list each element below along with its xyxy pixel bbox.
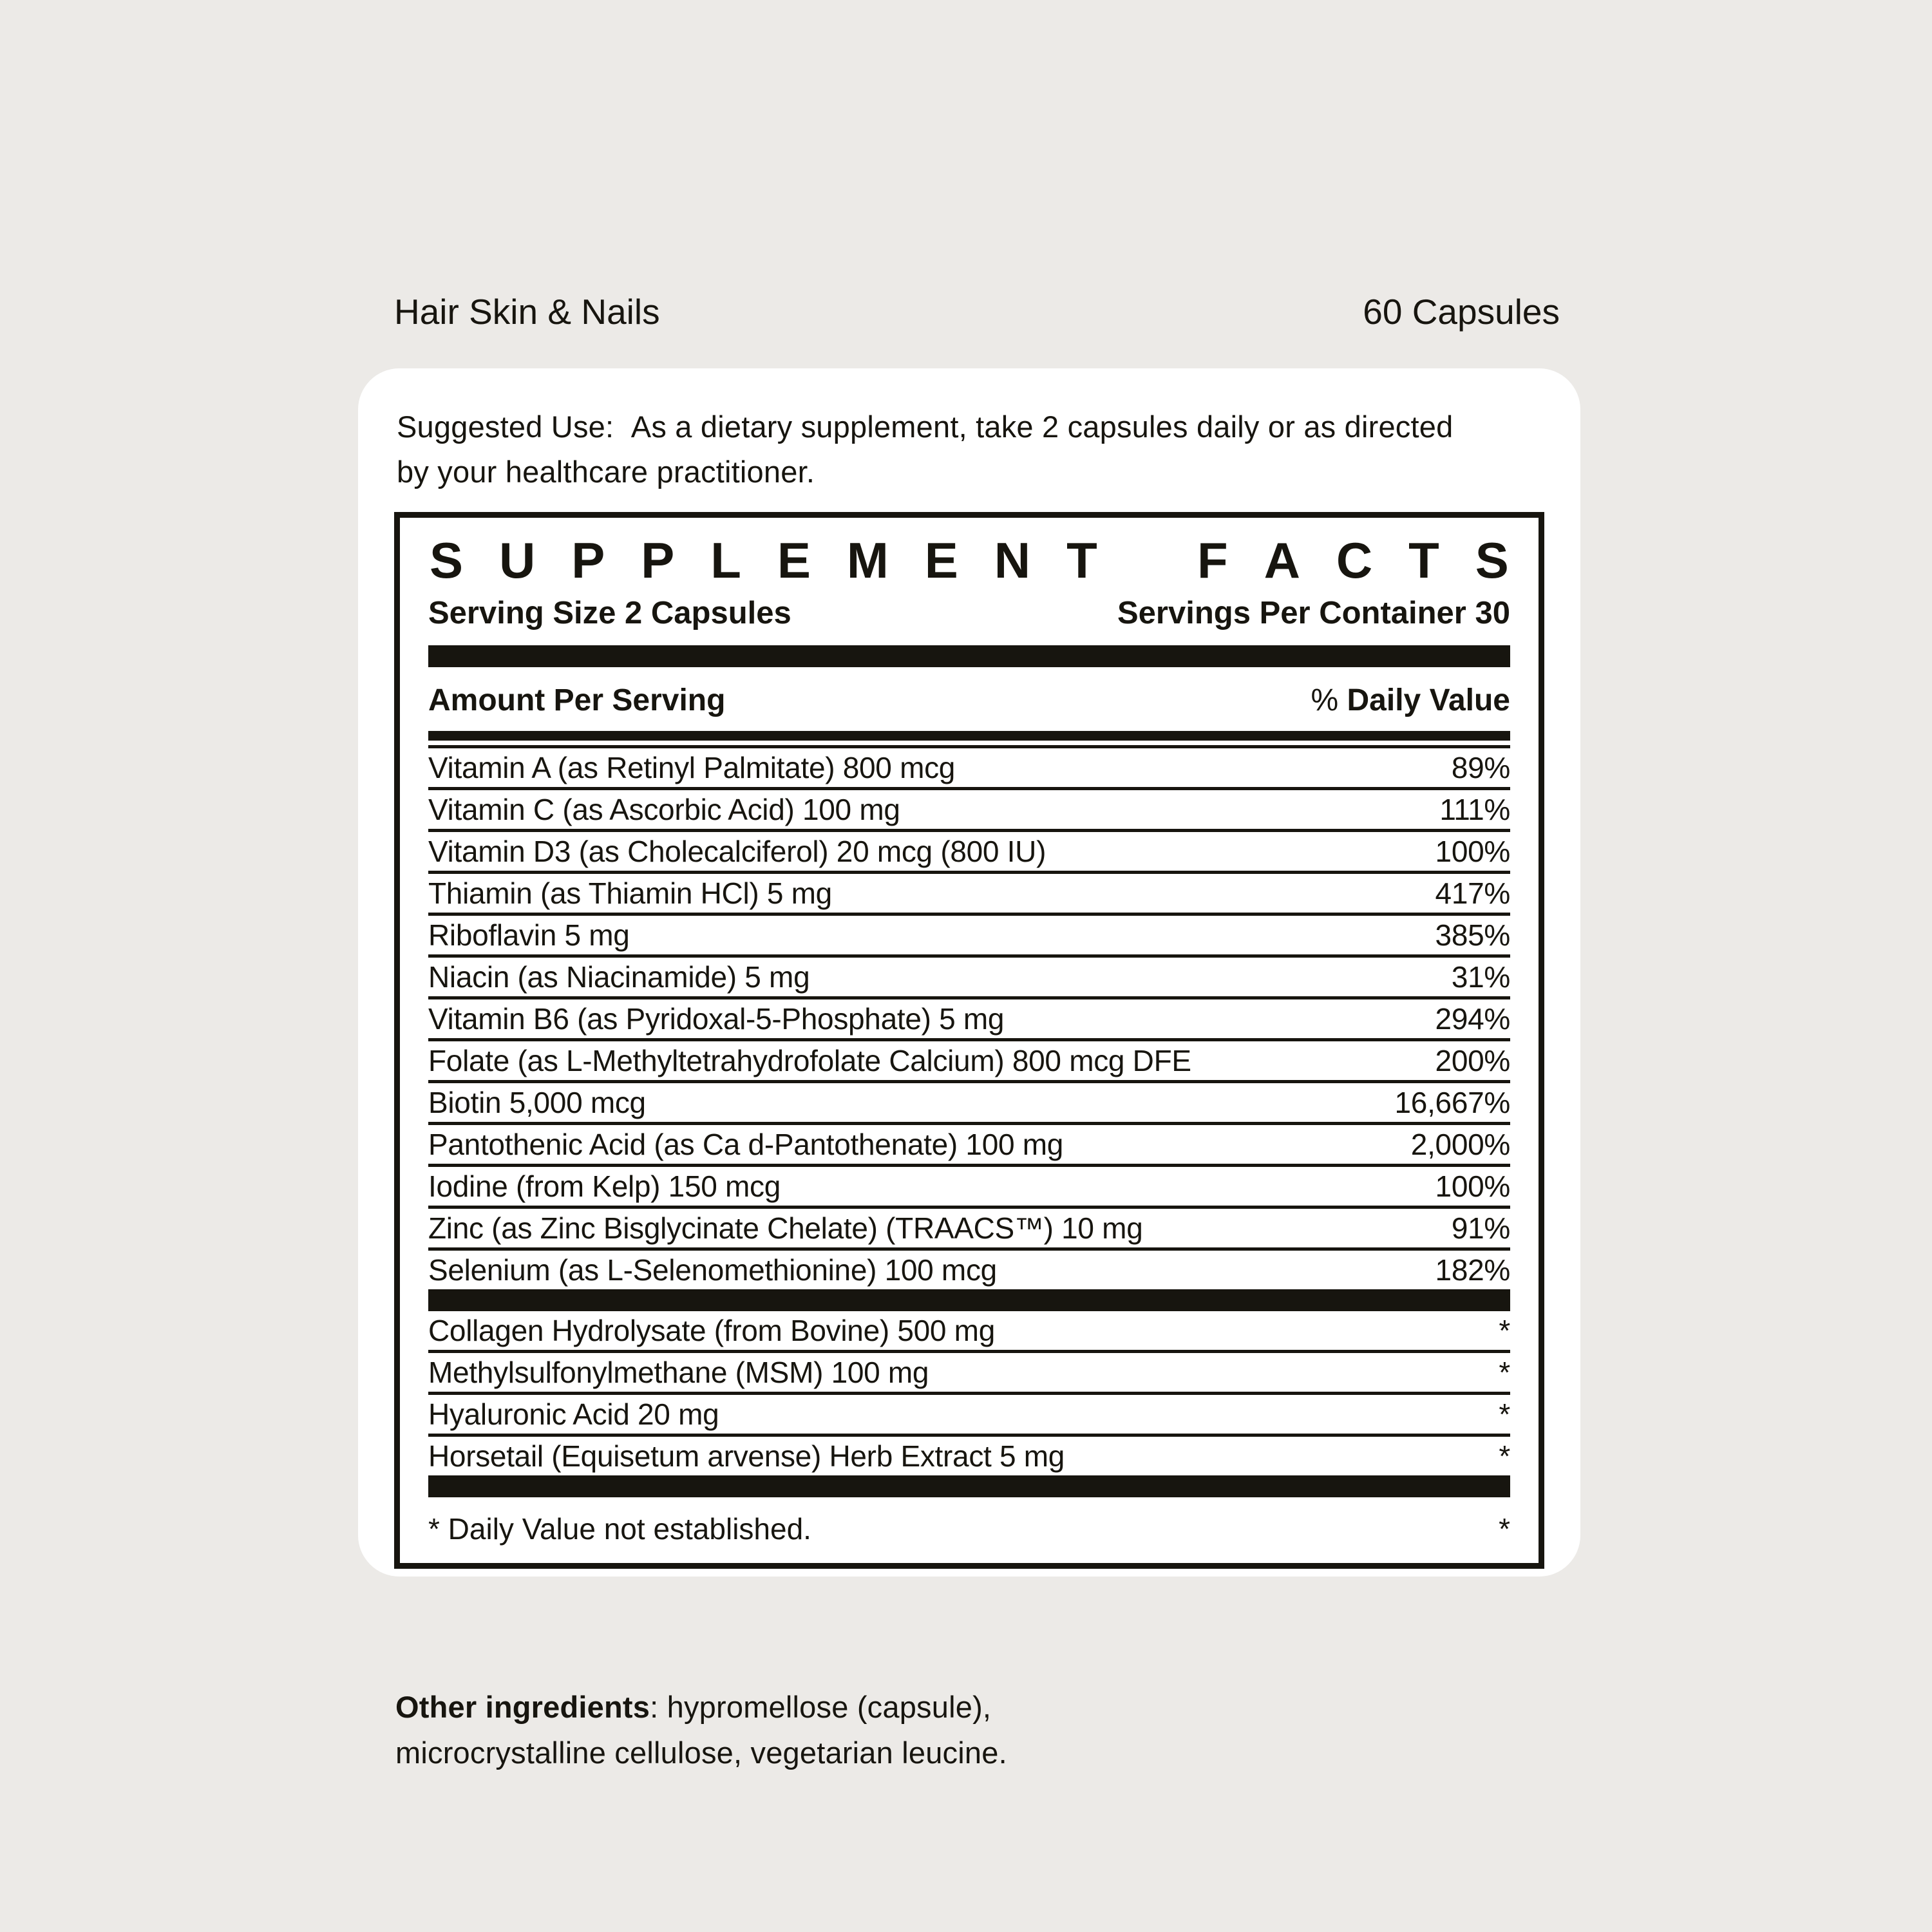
nutrient-name: Biotin 5,000 mcg: [428, 1085, 646, 1119]
nutrient-daily-value: *: [1499, 1313, 1510, 1347]
nutrient-name: Niacin (as Niacinamide) 5 mg: [428, 960, 810, 994]
nutrient-daily-value: 100%: [1435, 1169, 1510, 1203]
serving-size: Serving Size 2 Capsules: [428, 595, 791, 630]
title-letter: C: [1336, 532, 1373, 589]
nutrient-row: [428, 1167, 1510, 1209]
title-letter: A: [1264, 532, 1300, 589]
title-letter: [1133, 533, 1161, 589]
rule-thick: [428, 731, 1510, 741]
nutrient-row: [428, 1353, 1510, 1395]
nutrient-row: [428, 748, 1510, 790]
divider-bar-middle: [428, 1289, 1510, 1311]
footnote-row: [428, 1497, 1510, 1563]
specialty-rows: [428, 1311, 1510, 1475]
nutrient-row: [428, 1209, 1510, 1251]
nutrient-row: [428, 1311, 1510, 1353]
nutrient-name: Vitamin C (as Ascorbic Acid) 100 mg: [428, 792, 900, 826]
nutrient-row: [428, 1395, 1510, 1437]
nutrient-name: Vitamin B6 (as Pyridoxal-5-Phosphate) 5 mg: [428, 1001, 1005, 1036]
nutrient-row: [428, 874, 1510, 916]
title-letter: T: [1066, 532, 1097, 589]
nutrient-name: Riboflavin 5 mg: [428, 918, 630, 952]
nutrient-daily-value: 2,000%: [1410, 1127, 1510, 1161]
nutrient-name: Horsetail (Equisetum arvense) Herb Extract 5 mg: [428, 1439, 1065, 1473]
nutrient-name: Collagen Hydrolysate (from Bovine) 500 mg: [428, 1313, 995, 1347]
amount-per-serving-header: Amount Per Serving: [428, 683, 726, 717]
nutrient-row: [428, 1125, 1510, 1167]
nutrient-row: [428, 1083, 1510, 1125]
title-letter: F: [1197, 532, 1228, 589]
title-letter: N: [994, 532, 1031, 589]
nutrient-name: Pantothenic Acid (as Ca d-Pantothenate) 100 mg: [428, 1127, 1064, 1161]
nutrient-daily-value: *: [1499, 1397, 1510, 1431]
suggested-use-text: As a dietary supplement, take 2 capsules daily or as directed by your healthcare practitioner.: [397, 410, 1454, 489]
divider-bar-top: [428, 645, 1510, 667]
nutrient-name: Vitamin D3 (as Cholecalciferol) 20 mcg (800 IU): [428, 834, 1046, 868]
title-letter: S: [1475, 532, 1509, 589]
nutrient-name: Selenium (as L-Selenomethionine) 100 mcg: [428, 1253, 997, 1287]
footnote-asterisk: *: [1499, 1511, 1510, 1546]
nutrient-daily-value: 89%: [1451, 750, 1510, 784]
title-letter: T: [1408, 532, 1439, 589]
divider-bar-bottom: [428, 1475, 1510, 1497]
title-letter: U: [498, 532, 536, 589]
nutrient-daily-value: 385%: [1435, 918, 1510, 952]
nutrient-daily-value: 16,667%: [1394, 1085, 1510, 1119]
nutrient-name: Vitamin A (as Retinyl Palmitate) 800 mcg: [428, 750, 956, 784]
nutrient-name: Thiamin (as Thiamin HCl) 5 mg: [428, 876, 832, 910]
title-letter: E: [924, 532, 958, 589]
column-header-row: [428, 667, 1510, 731]
serving-row: [428, 595, 1510, 631]
top-header: [394, 291, 1560, 332]
nutrient-row: [428, 832, 1510, 874]
nutrient-row: [428, 999, 1510, 1041]
percent-sign: %: [1311, 683, 1347, 717]
nutrient-row: [428, 790, 1510, 832]
nutrient-row: [428, 1251, 1510, 1289]
label-card: [358, 368, 1580, 1577]
capsule-count: 60 Capsules: [1363, 292, 1560, 332]
nutrient-daily-value: 182%: [1435, 1253, 1510, 1287]
header-double-rule: [428, 731, 1510, 748]
nutrient-daily-value: 294%: [1435, 1001, 1510, 1036]
title-letter: P: [571, 532, 605, 589]
nutrient-daily-value: 111%: [1439, 792, 1510, 826]
nutrient-row: [428, 916, 1510, 958]
nutrient-daily-value: *: [1499, 1355, 1510, 1389]
title-letter: S: [430, 532, 464, 589]
other-ingredients-label: Other ingredients: [395, 1690, 650, 1724]
nutrient-row: [428, 1041, 1510, 1083]
nutrient-name: Methylsulfonylmethane (MSM) 100 mg: [428, 1355, 929, 1389]
other-ingredients: [395, 1684, 1104, 1776]
title-letter: L: [710, 532, 741, 589]
daily-value-header-text: Daily Value: [1347, 683, 1510, 717]
nutrient-daily-value: 200%: [1435, 1043, 1510, 1077]
title-letter: E: [777, 532, 811, 589]
product-name: Hair Skin & Nails: [394, 292, 660, 332]
nutrient-name: Zinc (as Zinc Bisglycinate Chelate) (TRAACS™) 10 mg: [428, 1211, 1143, 1245]
nutrient-name: Hyaluronic Acid 20 mg: [428, 1397, 719, 1431]
other-ingredients-text: : hypromellose (capsule), microcrystalline cellulose, vegetarian leucine.: [395, 1690, 1007, 1770]
suggested-use-label: Suggested Use:: [397, 410, 614, 444]
nutrient-row: [428, 1437, 1510, 1475]
supplement-facts-box: [394, 512, 1544, 1569]
servings-per-container: Servings Per Container 30: [1117, 595, 1510, 630]
daily-value-header: [1311, 683, 1511, 718]
nutrient-daily-value: 100%: [1435, 834, 1510, 868]
nutrient-row: [428, 958, 1510, 999]
footnote-text: * Daily Value not established.: [428, 1511, 811, 1546]
nutrient-rows: [428, 748, 1510, 1289]
nutrient-name: Folate (as L-Methyltetrahydrofolate Calcium) 800 mcg DFE: [428, 1043, 1191, 1077]
supplement-facts-title: [430, 533, 1509, 589]
nutrient-daily-value: *: [1499, 1439, 1510, 1473]
nutrient-name: Iodine (from Kelp) 150 mcg: [428, 1169, 781, 1203]
title-letter: P: [641, 532, 675, 589]
nutrient-daily-value: 31%: [1451, 960, 1510, 994]
title-letter: M: [846, 532, 889, 589]
nutrient-daily-value: 91%: [1451, 1211, 1510, 1245]
suggested-use: [397, 404, 1479, 494]
nutrient-daily-value: 417%: [1435, 876, 1510, 910]
